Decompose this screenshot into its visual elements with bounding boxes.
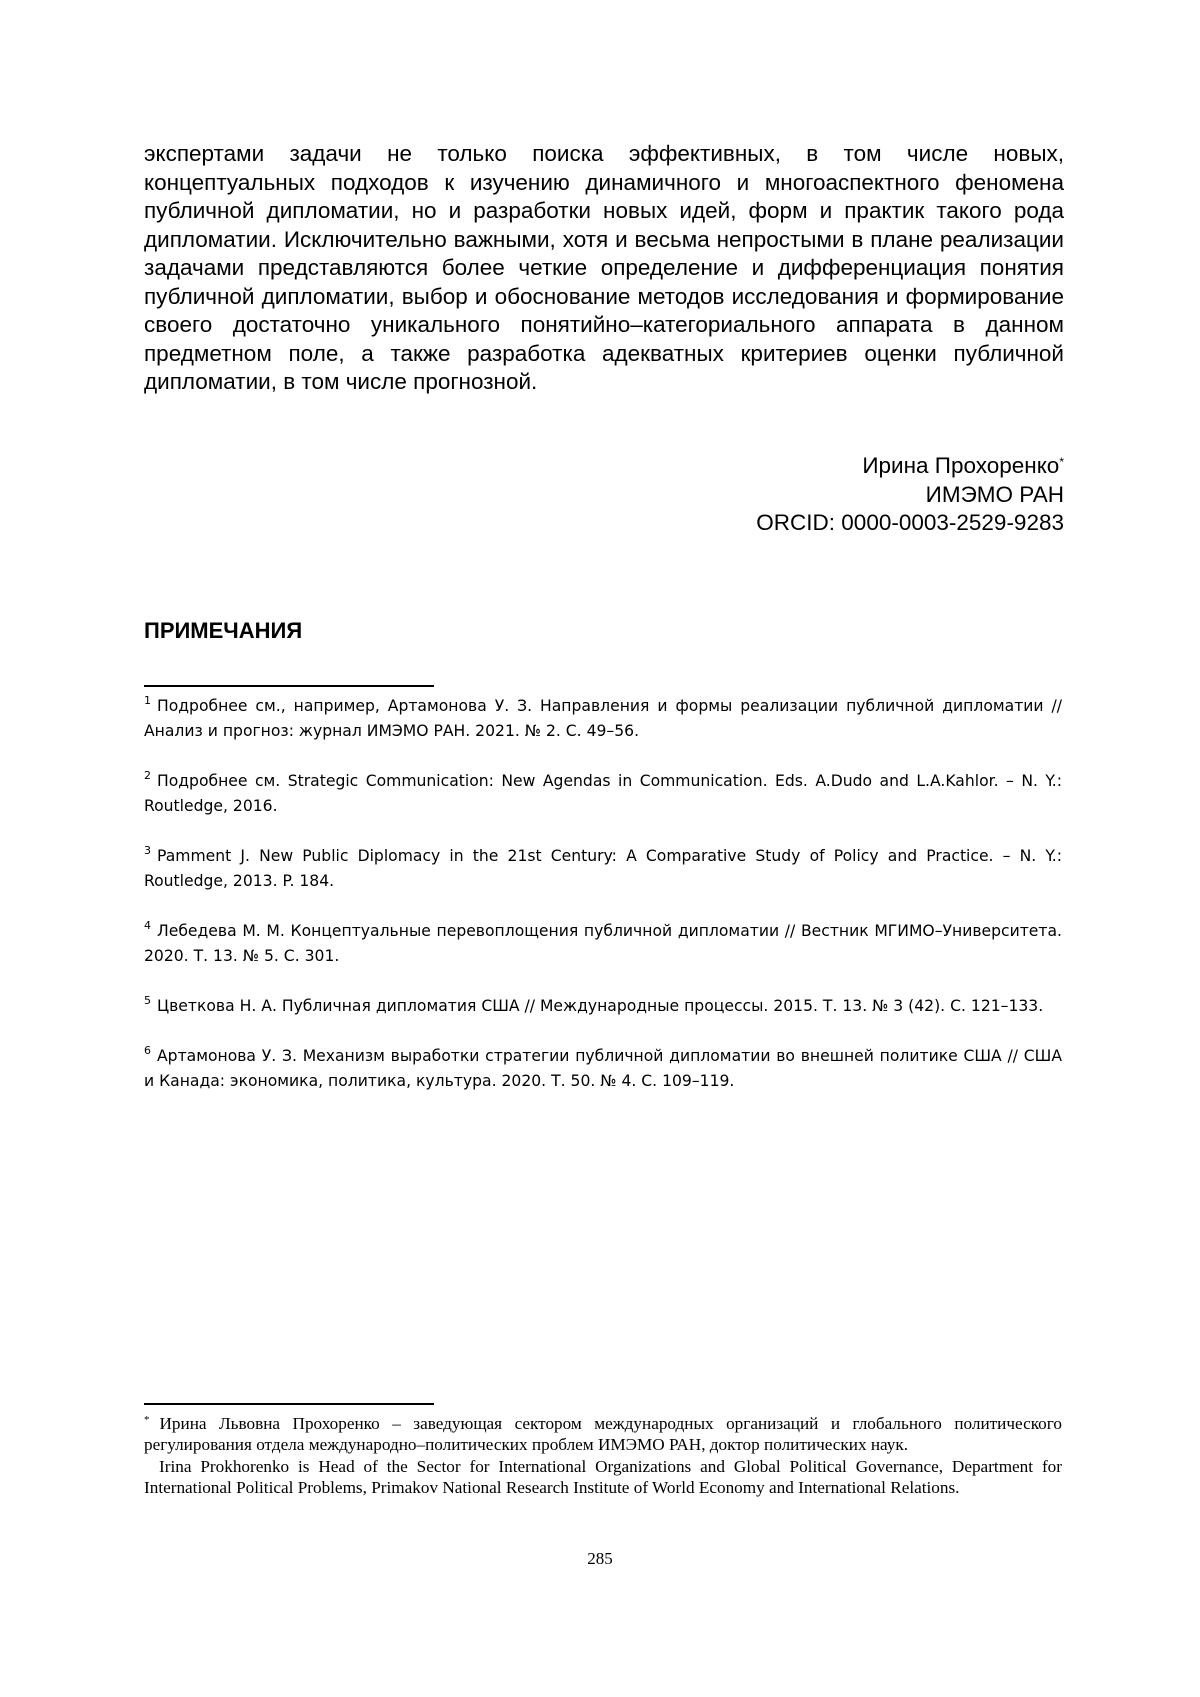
page-number: 285 (587, 1549, 613, 1568)
note-text: Pamment J. New Public Diplomacy in the 21st Century: A Comparative Study of Policy and Practice. – N. Y.: Routledge, 2013. P. 184. (144, 847, 1062, 890)
author-name: Ирина Прохоренко (862, 453, 1060, 478)
note-text: Лебедева М. М. Концептуальные перевоплощения публичной дипломатии // Вестник МГИМО–Университета. 2020. Т. 13. № 5. С. 301. (144, 922, 1062, 965)
author-organization: ИМЭМО РАН (925, 481, 1064, 507)
author-signature (756, 452, 1064, 538)
note-number: 4 (144, 919, 151, 932)
note-number: 1 (144, 694, 151, 707)
note-number: 6 (144, 1044, 151, 1057)
note-text: Подробнее см. Strategic Communication: New Agendas in Communication. Eds. A.Dudo and L.A.Kahlor. – N. Y.: Routledge, 2016. (144, 772, 1062, 815)
body-paragraph: экспертами задачи не только поиска эффективных, в том числе новых, концептуальных подходов к изучению динамичного и многоаспектного феномена публичной дипломатии, но и разработки новых идей, форм и практик такого рода дипломатии. Исключительно важными, хотя и весьма непростыми в плане реализации задачами представляются более четкие определение и дифференциация понятия публичной дипломатии, выбор и обоснование методов исследования и формирование своего достаточно уникального понятийно–категориального аппарата в данном предметном поле, а также разработка адекватных критериев оценки публичной дипломатии, в том числе прогнозной. (144, 141, 1064, 394)
note-number: 2 (144, 769, 151, 782)
footnote-separator (144, 1403, 434, 1405)
note-item (144, 769, 1062, 819)
bio-footnote-mark: * (144, 1414, 150, 1426)
note-text: Подробнее см., например, Артамонова У. З. Направления и формы реализации публичной дипломатии // Анализ и прогноз: журнал ИМЭМО РАН. 2021. № 2. С. 49–56. (144, 697, 1062, 740)
note-item (144, 994, 1062, 1019)
notes-separator (144, 685, 434, 687)
note-item (144, 919, 1062, 969)
notes-heading: ПРИМЕЧАНИЯ (144, 618, 303, 643)
bio-english: Irina Prokhorenko is Head of the Sector for International Organizations and Global Political Governance, Department for International Political Problems, Primakov National Research Institute of World Economy and International Relations. (144, 1456, 1062, 1498)
author-bio-footnote (144, 1413, 1062, 1499)
note-text: Артамонова У. З. Механизм выработки стратегии публичной дипломатии во внешней политике США // США и Канада: экономика, политика, культура. 2020. Т. 50. № 4. С. 109–119. (144, 1047, 1062, 1090)
note-item (144, 1044, 1062, 1094)
note-number: 5 (144, 994, 151, 1007)
bio-russian-text: Ирина Львовна Прохоренко – заведующая сектором международных организаций и глобального политического регулирования отдела международно–политических проблем ИМЭМО РАН, доктор политических наук. (144, 1414, 1062, 1455)
author-footnote-mark[interactable]: * (1059, 455, 1064, 469)
note-item (144, 694, 1062, 744)
bio-russian (144, 1413, 1062, 1456)
author-orcid[interactable]: ORCID: 0000-0003-2529-9283 (756, 510, 1064, 535)
note-item (144, 844, 1062, 894)
note-number: 3 (144, 844, 151, 857)
author-name-line (756, 452, 1064, 481)
notes-list (144, 694, 1062, 1119)
note-text: Цветкова Н. А. Публичная дипломатия США // Международные процессы. 2015. Т. 13. № 3 (42). С. 121–133. (157, 997, 1044, 1015)
